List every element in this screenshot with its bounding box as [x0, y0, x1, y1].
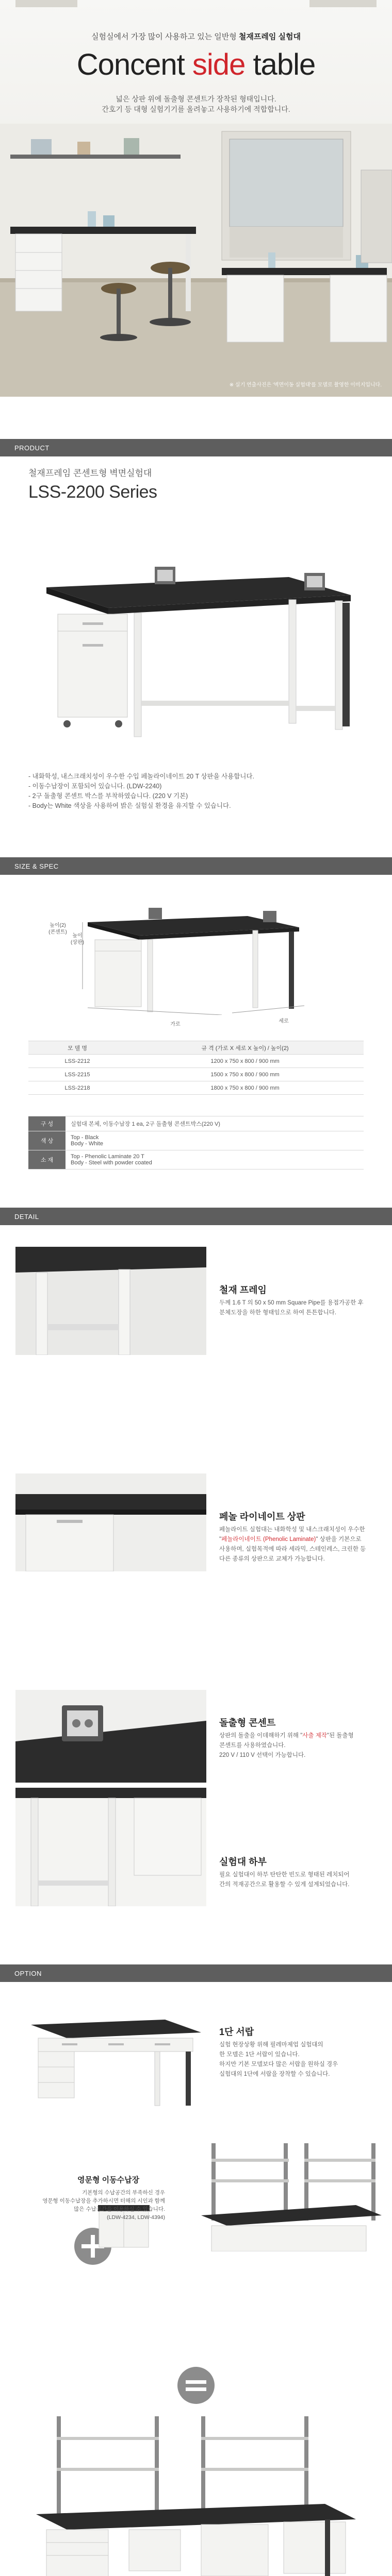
- option-drawer-table-illustration: [31, 2009, 201, 2107]
- hero-title: Concent side table: [76, 48, 316, 81]
- option-text: 실험 현장상황 위해 필레마제업 실험대의 한 모델은 1단 서랍이 있습니다. 하지만 기본 모델보다 많은 서랍을 원하실 경우 실험대의 1단에 서랍을 장착할 수 있습니다.: [219, 2042, 338, 2077]
- detail-concent-photo: [15, 1690, 206, 1783]
- table-row: LSS-2218 1800 x 750 x 800 / 900 mm: [28, 1081, 364, 1095]
- detail-top-photo: [15, 1473, 206, 1571]
- table-row: LSS-2215 1500 x 750 x 800 / 900 mm: [28, 1068, 364, 1081]
- hero-subtitle: 실험실에서 가장 많이 사용하고 있는 일반형 철재프레임 실험대: [91, 32, 301, 41]
- detail-underside-photo: [15, 1788, 206, 1906]
- feature-item: - 내화학성, 내스크래치성이 우수한 수입 페놀라이네이트 20 T 상판을 사용합니다.: [28, 773, 255, 780]
- dim-width: 가로: [170, 1022, 181, 1027]
- option-title: 1단 서랍: [219, 2027, 254, 2037]
- option-cabinet-text: 기본형의 수납공간의 부족하신 경우 영문형 이동수납장을 추가하시면 터해의 시인과 함께 많은 수납공간을 이용하실 수 있습니다. (LDW-4234, LDW-4394): [42, 2190, 165, 2221]
- detail-title: 철재 프레임: [219, 1285, 267, 1295]
- dim-height-total: 높이(2) (콘센트): [48, 923, 67, 935]
- option-reagent-shelf-illustration: [201, 2143, 382, 2251]
- hero-banner: [0, 0, 392, 397]
- product-subtitle: 철재프레임 콘센트형 벽면실험대: [28, 468, 152, 478]
- detail-frame-photo: [15, 1247, 206, 1355]
- equals-icon: [175, 2365, 217, 2406]
- feature-item: - Body는 White 색상을 사용하여 밝은 실험실 환경을 유지할 수 있습니다.: [28, 802, 231, 809]
- detail-title: 실험대 하부: [219, 1857, 267, 1867]
- option-cabinet-title: 영문형 이동수납장: [77, 2176, 140, 2184]
- product-section-bar: PRODUCT: [0, 439, 392, 456]
- detail-text: 필요 실험대이 하부 탄탄한 빈도로 형태된 레치되어 간의 적재공간으로 활용할 수 있게 설계되었습니다.: [219, 1872, 350, 1888]
- feature-item: - 이동수납장이 포함되어 있습니다. (LDW-2240): [28, 783, 162, 790]
- table-row: 소 재 Top - Phenolic Laminate 20 T Body - Steel with powder coated: [28, 1150, 364, 1170]
- option-section-bar: OPTION: [0, 1964, 392, 1982]
- material-table: [28, 1116, 364, 1170]
- product-table-illustration: [46, 546, 351, 752]
- dim-height: 높이 (상판): [71, 933, 84, 945]
- spec-section-bar: SIZE & SPEC: [0, 857, 392, 875]
- spec-table-header: 모 델 명 규 격 (가로 X 세로 X 높이) / 높이(2): [28, 1041, 364, 1055]
- hero-photo-note: ※ 실기 연출사진은 '벽면이동 실험대'를 모델로 촬영한 이미지입니다.: [229, 382, 382, 388]
- detail-text: 상판의 돌출을 이데해하기 위해 "사출 제작"된 돌출형 콘센트를 사용하였습니다. 220 V / 110 V 선택이 가능합니다.: [219, 1733, 354, 1758]
- detail-title: 페놀 라이네이트 상판: [219, 1512, 305, 1522]
- detail-title: 돌출형 콘센트: [219, 1718, 276, 1728]
- dimension-drawing: [77, 886, 325, 1015]
- detail-text: 페놀라이트 실험대는 내화학성 및 내스크래치성이 우수한 "페놀라이네이트 (Phenolic Laminate)" 상판을 기본으로 사용하며, 실험목적에 따라 세라믹, 스테인레스, 크린한 등 다른 종류의 상판으로 교체가 가능합니다.: [219, 1527, 366, 1562]
- detail-text: 두께 1.6 T 의 50 x 50 mm Square Pipe를 용접가공한 후 분체도장을 하한 형태임으로 하여 튼튼합니다.: [219, 1300, 364, 1316]
- table-row: 색 상 Top - Black Body - White: [28, 1131, 364, 1150]
- table-row: 구 성 실험대 본체, 이동수납장 1 ea, 2구 돌출형 콘센트박스(220 V): [28, 1116, 364, 1131]
- spec-table: [28, 1041, 364, 1095]
- hero-description: 넓은 상판 위에 돌출형 콘센트가 장착된 형태입니다. 간호기 등 대형 실험기기를 올려놓고 사용하기에 적합합니다.: [102, 95, 290, 113]
- product-title: LSS-2200 Series: [28, 482, 157, 502]
- option-composite-illustration: [36, 2416, 356, 2576]
- table-row: LSS-2212 1200 x 750 x 800 / 900 mm: [28, 1055, 364, 1068]
- dim-depth: 세로: [279, 1019, 289, 1024]
- feature-item: - 2구 돌출형 콘센트 박스를 부착하였습니다. (220 V 기본): [28, 792, 188, 800]
- product-feature-list: [28, 772, 254, 811]
- detail-section-bar: DETAIL: [0, 1208, 392, 1225]
